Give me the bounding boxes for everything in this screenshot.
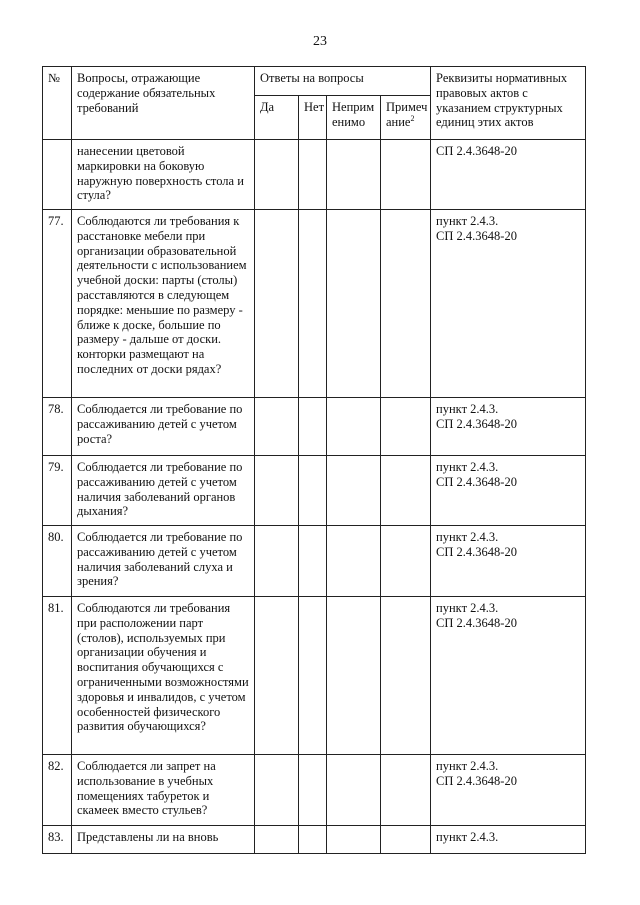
row-reference: [431, 755, 586, 826]
header-requisites: Реквизиты нормативных правовых актов с указанием структурных единиц этих актов: [431, 67, 586, 140]
answer-note-cell[interactable]: [381, 210, 431, 398]
table-row: [43, 597, 586, 755]
row-question: Соблюдается ли требование по рассаживанию детей с учетом роста?: [72, 398, 255, 456]
answer-na-cell[interactable]: [327, 140, 381, 210]
table-row: [43, 210, 586, 398]
header-no: Нет: [299, 96, 327, 140]
answer-na-cell[interactable]: [327, 826, 381, 854]
answer-note-cell[interactable]: [381, 398, 431, 456]
reference-line-2: СП 2.4.3648-20: [436, 615, 517, 630]
answer-yes-cell[interactable]: [255, 597, 299, 755]
answer-note-cell[interactable]: [381, 456, 431, 526]
row-question: Соблюдаются ли требования к расстановке мебели при организации образовательной деятельности с использованием учебной доски: парты (столы) расставляются в следующем порядке: меньшие по размеру - ближе к доске, большие по размеру - дальше от доски. конторки размещают на последних от доски рядах?: [72, 210, 255, 398]
row-question: нанесении цветовой маркировки на боковую наружную поверхность стола и стула?: [72, 140, 255, 210]
table-row: [43, 755, 586, 826]
row-num: 78.: [43, 398, 72, 456]
reference-line-2: СП 2.4.3648-20: [436, 773, 517, 788]
row-question: Соблюдаются ли требования при расположении парт (столов), используемых при организации обучения и воспитания обучающихся с ограниченными возможностями здоровья и инвалидов, с учетом особенностей физического развития обучающихся?: [72, 597, 255, 755]
row-question: Соблюдается ли требование по рассаживанию детей с учетом наличия заболеваний слуха и зрения?: [72, 526, 255, 597]
row-reference: [431, 398, 586, 456]
table-row: [43, 526, 586, 597]
reference-line-1: пункт 2.4.3.: [436, 830, 499, 844]
answer-na-cell[interactable]: [327, 398, 381, 456]
answer-no-cell[interactable]: [299, 456, 327, 526]
table-row: [43, 140, 586, 210]
row-reference: [431, 526, 586, 597]
row-reference: [431, 597, 586, 755]
row-num: 81.: [43, 597, 72, 755]
answer-yes-cell[interactable]: [255, 456, 299, 526]
answer-yes-cell[interactable]: [255, 755, 299, 826]
reference-line-1: пункт 2.4.3.: [436, 601, 499, 615]
answer-yes-cell[interactable]: [255, 140, 299, 210]
answer-no-cell[interactable]: [299, 210, 327, 398]
table-row: [43, 456, 586, 526]
row-num: [43, 140, 72, 210]
answer-yes-cell[interactable]: [255, 526, 299, 597]
reference-line-1: пункт 2.4.3.: [436, 460, 499, 474]
answer-yes-cell[interactable]: [255, 826, 299, 854]
table-row: [43, 826, 586, 854]
answer-note-cell[interactable]: [381, 826, 431, 854]
answer-note-cell[interactable]: [381, 597, 431, 755]
page-number: 23: [313, 34, 327, 49]
header-note: [381, 96, 431, 140]
answer-no-cell[interactable]: [299, 755, 327, 826]
answer-yes-cell[interactable]: [255, 210, 299, 398]
row-question: Представлены ли на вновь: [72, 826, 255, 854]
answer-no-cell[interactable]: [299, 398, 327, 456]
answer-na-cell[interactable]: [327, 526, 381, 597]
row-question: Соблюдается ли запрет на использование в учебных помещениях табуреток и скамеек вместо стульев?: [72, 755, 255, 826]
row-reference: [431, 140, 586, 210]
header-note-text: Примеч ание: [386, 100, 428, 129]
answer-na-cell[interactable]: [327, 755, 381, 826]
reference-line-2: СП 2.4.3648-20: [436, 416, 517, 431]
row-num: 77.: [43, 210, 72, 398]
table-row: [43, 398, 586, 456]
answer-note-cell[interactable]: [381, 140, 431, 210]
answer-yes-cell[interactable]: [255, 398, 299, 456]
checklist-table: [42, 66, 586, 854]
header-num: №: [43, 67, 72, 140]
row-num: 82.: [43, 755, 72, 826]
row-num: 79.: [43, 456, 72, 526]
reference-line-1: пункт 2.4.3.: [436, 759, 499, 773]
reference-line-1: пункт 2.4.3.: [436, 530, 499, 544]
header-note-footnote: 2: [410, 113, 415, 123]
answer-na-cell[interactable]: [327, 456, 381, 526]
answer-na-cell[interactable]: [327, 210, 381, 398]
row-question: Соблюдается ли требование по рассаживанию детей с учетом наличия заболеваний органов дыхания?: [72, 456, 255, 526]
reference-line-2: СП 2.4.3648-20: [436, 474, 517, 489]
answer-note-cell[interactable]: [381, 755, 431, 826]
header-questions: Вопросы, отражающие содержание обязательных требований: [72, 67, 255, 140]
header-row: [43, 67, 586, 96]
reference-line-2: СП 2.4.3648-20: [436, 228, 517, 243]
answer-no-cell[interactable]: [299, 526, 327, 597]
header-answers: Ответы на вопросы: [255, 67, 431, 96]
answer-no-cell[interactable]: [299, 826, 327, 854]
reference-line-1: пункт 2.4.3.: [436, 402, 499, 416]
reference-line-1: пункт 2.4.3.: [436, 214, 499, 228]
row-num: 80.: [43, 526, 72, 597]
row-num: 83.: [43, 826, 72, 854]
header-yes: Да: [255, 96, 299, 140]
answer-no-cell[interactable]: [299, 597, 327, 755]
row-reference: [431, 456, 586, 526]
header-not-applicable: Неприм енимо: [327, 96, 381, 140]
row-reference: [431, 826, 586, 854]
answer-no-cell[interactable]: [299, 140, 327, 210]
answer-note-cell[interactable]: [381, 526, 431, 597]
reference-line-1: СП 2.4.3648-20: [436, 144, 517, 158]
answer-na-cell[interactable]: [327, 597, 381, 755]
row-reference: [431, 210, 586, 398]
reference-line-2: СП 2.4.3648-20: [436, 544, 517, 559]
